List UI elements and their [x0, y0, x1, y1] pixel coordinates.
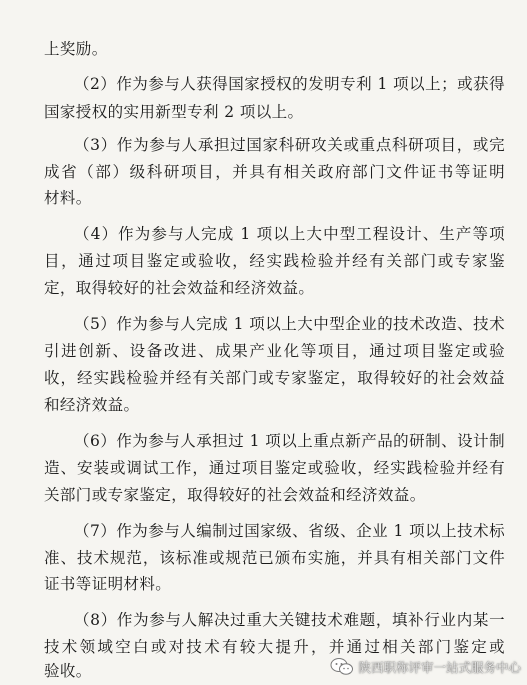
- text-line: 和经济效益。: [44, 396, 140, 414]
- text-line: 材料。: [44, 189, 92, 207]
- text-line: （7）作为参与人编制过国家级、省级、企业 1 项以上技术标: [74, 522, 505, 540]
- text-line: 国家授权的实用新型专利 2 项以上。: [44, 103, 304, 121]
- watermark: [330, 657, 521, 677]
- text-line: 准、技术规范，该标准或规范已颁布实施，并具有相关部门文件: [44, 549, 505, 567]
- text-line: 证书等证明材料。: [44, 575, 172, 593]
- text-line: 收，经实践检验并经有关部门或专家鉴定，取得较好的社会效益: [44, 369, 505, 387]
- text-line: 上奖励。: [44, 40, 108, 58]
- text-line: （8）作为参与人解决过重大关键技术难题，填补行业内某一: [74, 611, 505, 629]
- text-line: 定，取得较好的社会效益和经济效益。: [44, 279, 315, 297]
- text-line: 引进创新、设备改进、成果产业化等项目，通过项目鉴定或验: [44, 342, 505, 360]
- text-line: （3）作为参与人承担过国家科研攻关或重点科研项目，或完: [74, 136, 505, 154]
- text-line: 成省（部）级科研项目，并具有相关政府部门文件证书等证明: [44, 163, 505, 181]
- wechat-icon: [330, 657, 354, 677]
- text-line: （2）作为参与人获得国家授权的发明专利 1 项以上；或获得: [74, 75, 505, 93]
- text-line: （6）作为参与人承担过 1 项以上重点新产品的研制、设计制: [74, 432, 505, 450]
- text-line: 目，通过项目鉴定或验收，经实践检验并经有关部门或专家鉴: [44, 252, 505, 270]
- text-line: 技术领域空白或对技术有较大提升，并通过相关部门鉴定或: [44, 638, 505, 656]
- text-line: 造、安装或调试工作，通过项目鉴定或验收，经实践检验并经有: [44, 459, 505, 477]
- text-line: 验收。: [44, 662, 92, 680]
- watermark-text: 陕西职称评审一站式服务中心: [358, 660, 521, 675]
- text-line: （5）作为参与人完成 1 项以上大中型企业的技术改造、技术: [74, 315, 505, 333]
- text-line: （4）作为参与人完成 1 项以上大中型工程设计、生产等项: [74, 225, 505, 243]
- text-line: 关部门或专家鉴定，取得较好的社会效益和经济效益。: [44, 486, 426, 504]
